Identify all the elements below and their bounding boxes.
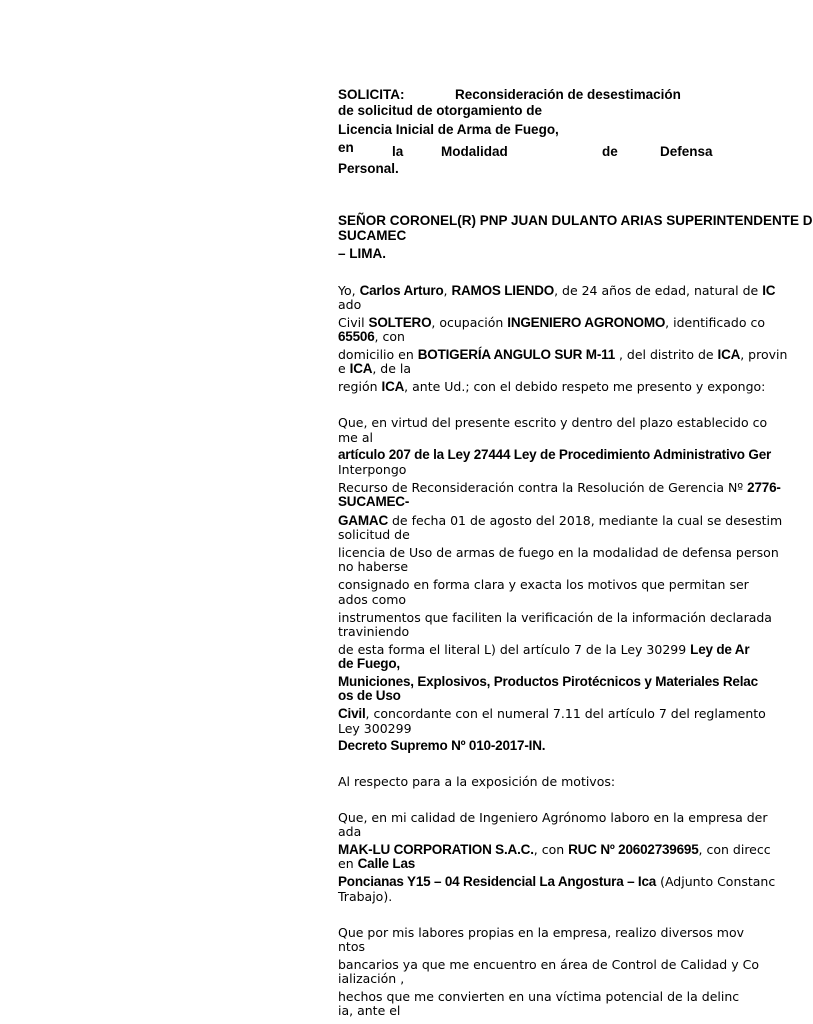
para1-line-4: Interpongo <box>338 462 407 477</box>
para1-line-5: Recurso de Reconsideración contra la Resolución de Gerencia Nº 2776- <box>338 480 781 495</box>
para3-line-3: MAK-LU CORPORATION S.A.C., con RUC Nº 20602739695, con direcc <box>338 842 771 857</box>
para1-line-8: solicitud de <box>338 527 410 542</box>
para4-line-4: ialización , <box>338 971 405 986</box>
header-line-2: de solicitud de otorgamiento de <box>338 103 543 118</box>
header-line-5: Personal. <box>338 161 399 176</box>
para4-line-6: ia, ante el <box>338 1003 401 1018</box>
para1-line-20: Ley 300299 <box>338 721 412 736</box>
header-word-en: en <box>338 140 354 155</box>
intro-line-3: Civil SOLTERO, ocupación INGENIERO AGRONOMO, identificado co <box>338 315 765 330</box>
para1-line-6: SUCAMEC- <box>338 494 410 509</box>
para3-line-5: Poncianas Y15 – 04 Residencial La Angostura – Ica (Adjunto Constanc <box>338 874 776 889</box>
para4-line-3: bancarios ya que me encuentro en área de Control de Calidad y Co <box>338 957 759 972</box>
para1-line-21: Decreto Supremo Nº 010-2017-IN. <box>338 738 546 753</box>
para1-line-18: os de Uso <box>338 688 401 703</box>
header-word-defensa: Defensa <box>660 144 713 159</box>
header-word-la: la <box>392 144 404 159</box>
para1-line-1: Que, en virtud del presente escrito y dentro del plazo establecido co <box>338 415 768 430</box>
para3-line-6: Trabajo). <box>338 889 393 904</box>
para1-line-2: me al <box>338 430 373 445</box>
para1-line-7: GAMAC de fecha 01 de agosto del 2018, mediante la cual se desestim <box>338 513 783 528</box>
para1-line-19: Civil, concordante con el numeral 7.11 del artículo 7 del reglamento <box>338 706 766 721</box>
para1-line-17: Municiones, Explosivos, Productos Pirotécnicos y Materiales Relac <box>338 674 758 689</box>
addressee-line-3: – LIMA. <box>338 246 387 261</box>
intro-line-7: región ICA, ante Ud.; con el debido respeto me presento y expongo: <box>338 379 766 394</box>
addressee-line-2: SUCAMEC <box>338 228 407 243</box>
para1-line-15: de esta forma el literal L) del artículo 7 de la Ley 30299 Ley de Ar <box>338 642 750 657</box>
intro-line-6: e ICA, de la <box>338 361 412 376</box>
addressee-line-1: SEÑOR CORONEL(R) PNP JUAN DULANTO ARIAS SUPERINTENDENTE D <box>338 213 813 228</box>
para4-line-2: ntos <box>338 939 365 954</box>
header-word-de: de <box>602 144 618 159</box>
intro-line-2: ado <box>338 297 362 312</box>
para1-line-16: de Fuego, <box>338 656 400 671</box>
para1-line-3: artículo 207 de la Ley 27444 Ley de Procedimiento Administrativo Ger <box>338 447 772 462</box>
para1-line-10: no haberse <box>338 559 409 574</box>
para1-line-9: licencia de Uso de armas de fuego en la modalidad de defensa person <box>338 545 779 560</box>
intro-line-4: 65506, con <box>338 329 405 344</box>
para1-line-14: traviniendo <box>338 624 410 639</box>
para2-line-1: Al respecto para a la exposición de motivos: <box>338 774 616 789</box>
para1-line-13: instrumentos que faciliten la verificación de la información declarada <box>338 610 772 625</box>
para3-line-1: Que, en mi calidad de Ingeniero Agrónomo laboro en la empresa der <box>338 810 768 825</box>
para4-line-5: hechos que me convierten en una víctima potencial de la delinc <box>338 989 740 1004</box>
para3-line-2: ada <box>338 824 362 839</box>
solicita-label: SOLICITA: <box>338 87 405 102</box>
header-word-modalidad: Modalidad <box>441 144 508 159</box>
para4-line-1: Que por mis labores propias en la empresa, realizo diversos mov <box>338 925 745 940</box>
para1-line-11: consignado en forma clara y exacta los motivos que permitan ser <box>338 577 749 592</box>
solicita-text: Reconsideración de desestimación <box>455 87 681 102</box>
header-line-3: Licencia Inicial de Arma de Fuego, <box>338 122 559 137</box>
intro-line-1: Yo, Carlos Arturo, RAMOS LIENDO, de 24 años de edad, natural de IC <box>338 283 776 298</box>
intro-line-5: domicilio en BOTIGERÍA ANGULO SUR M-11 , del distrito de ICA, provin <box>338 347 788 362</box>
para3-line-4: en Calle Las <box>338 856 416 871</box>
para1-line-12: ados como <box>338 592 407 607</box>
